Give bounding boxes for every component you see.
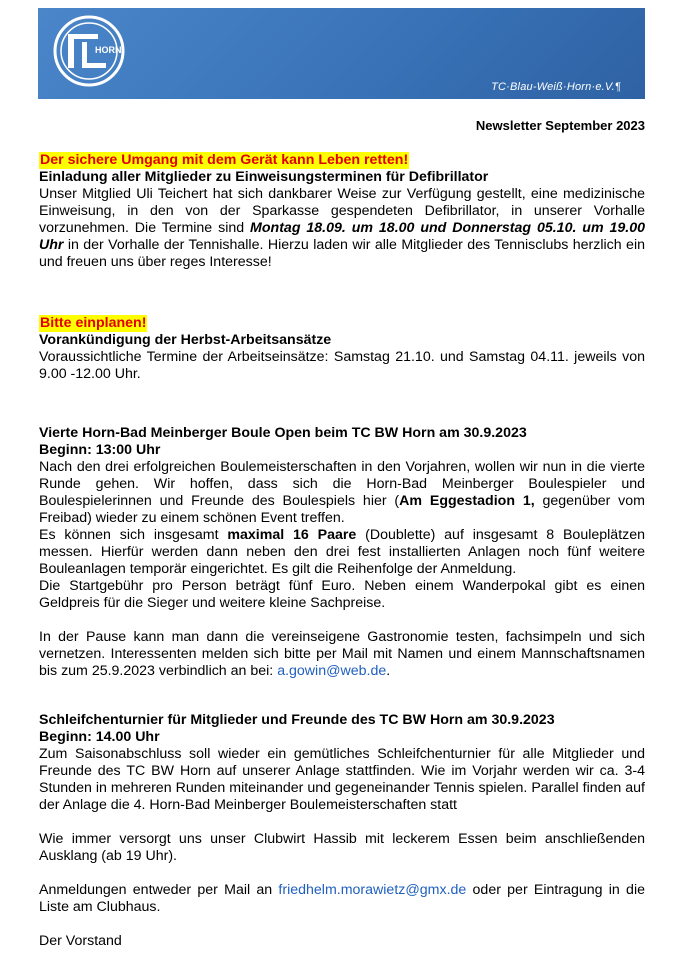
boule-p1-b: gegenüber vom Freibad) wieder zu einem schönen Event treffen. <box>39 493 645 526</box>
boule-paragraph-2 <box>39 527 645 578</box>
signature: Der Vorstand <box>39 933 122 949</box>
newsletter-label: Newsletter September 2023 <box>475 118 645 133</box>
boule-p1-a: Nach den drei erfolgreichen Boulemeisterschaften in den Vorjahren, wollen wir nun in die vierte Runde gehen. Wir hoffen, dass sich die Horn-Bad Meinberger Boulespieler und Boulespielerinnen und Freunde des Boulespiels hier ( <box>39 459 645 509</box>
work-highlight: Bitte einplanen! <box>40 315 147 331</box>
boule-p4-a: In der Pause kann man dann die vereinseigene Gastronomie testen, fachsimpeln und sich vernetzen. Interessenten melden sich bitte per Mail mit Namen und einem Mannschaftsnamen bis zum 25.9.2023 verbindlich an bei: <box>39 629 645 679</box>
boule-location: Am Eggestadion 1, <box>399 493 535 509</box>
club-name: TC·Blau-Weiß·Horn·e.V.¶ <box>491 81 621 93</box>
schleif-start: Beginn: 14.00 Uhr <box>39 729 160 745</box>
defib-section <box>39 152 645 271</box>
defib-text-2: in der Vorhalle der Tennishalle. Hierzu laden wir alle Mitglieder des Tennisclubs herzlich ein und freuen uns über reges Interesse! <box>39 237 645 270</box>
defib-dates: Montag 18.09. um 18.00 und Donnerstag 05.10. um 19.00 Uhr <box>39 220 645 253</box>
boule-p2-a: Es können sich insgesamt <box>39 527 228 543</box>
schleif-paragraph-3 <box>39 882 645 916</box>
boule-p2-b: (Doublette) auf insgesamt 8 Bouleplätzen messen. Hierfür werden dann neben den drei fest installierten Anlagen noch fünf weitere Bouleanlagen temporär eingerichtet. Es gilt die Reihenfolge der Anmeldung. <box>39 527 646 577</box>
boule-start: Beginn: 13:00 Uhr <box>39 442 161 458</box>
schleif-section <box>39 712 645 950</box>
schleif-paragraph-1: Zum Saisonabschluss soll wieder ein gemütliches Schleifchenturnier für alle Mitglieder und Freunde des TC BW Horn auf unserer Anlage stattfinden. Wie im Vorjahr werden wir ca. 3-4 Stunden in mehreren Runden miteinander und gegeneinander Tennis spielen. Parallel finden auf der Anlage die 4. Horn-Bad Meinberger Boulemeisterschaften statt <box>39 746 645 813</box>
schleif-p3-a: Anmeldungen entweder per Mail an <box>39 882 279 898</box>
schleif-p3-b: oder per Eintragung in die Liste am Clubhaus. <box>39 882 645 915</box>
header-banner <box>38 8 645 99</box>
boule-title: Vierte Horn-Bad Meinberger Boule Open beim TC BW Horn am 30.9.2023 <box>39 425 527 441</box>
schleif-title: Schleifchenturnier für Mitglieder und Freunde des TC BW Horn am 30.9.2023 <box>39 712 555 728</box>
defib-title: Einladung aller Mitglieder zu Einweisungsterminen für Defibrillator <box>39 169 489 185</box>
logo-text: HORN <box>95 45 122 55</box>
defib-text-1: Unser Mitglied Uli Teichert hat sich dankbarer Weise zur Verfügung gestellt, eine medizinische Einweisung, in den von der Sparkasse gespendeten Defibrillator, in unserer Vorhalle vorzunehmen. Die Termine sind <box>39 186 645 236</box>
boule-max-pairs: maximal 16 Paare <box>227 527 357 543</box>
boule-p4-b: . <box>386 663 391 679</box>
defib-highlight: Der sichere Umgang mit dem Gerät kann Leben retten! <box>40 152 409 168</box>
work-text: Voraussichtliche Termine der Arbeitseinsätze: Samstag 21.10. und Samstag 04.11. jeweils von 9.00 -12.00 Uhr. <box>39 349 645 382</box>
boule-email-link[interactable]: a.gowin@web.de <box>277 663 387 679</box>
defib-text <box>39 186 645 271</box>
work-section <box>39 315 645 383</box>
boule-paragraph-1 <box>39 459 645 527</box>
boule-paragraph-4 <box>39 629 645 680</box>
schleif-email-link[interactable]: friedhelm.morawietz@gmx.de <box>278 882 467 898</box>
boule-paragraph-3: Die Startgebühr pro Person beträgt fünf Euro. Neben einem Wanderpokal gibt es einen Geldpreis für die Sieger und weitere kleine Sachpreise. <box>39 578 645 611</box>
work-title: Vorankündigung der Herbst-Arbeitsansätze <box>39 332 332 348</box>
boule-section <box>39 425 645 680</box>
schleif-paragraph-2: Wie immer versorgt uns unser Clubwirt Hassib mit leckerem Essen beim anschließenden Ausklang (ab 19 Uhr). <box>39 831 645 864</box>
